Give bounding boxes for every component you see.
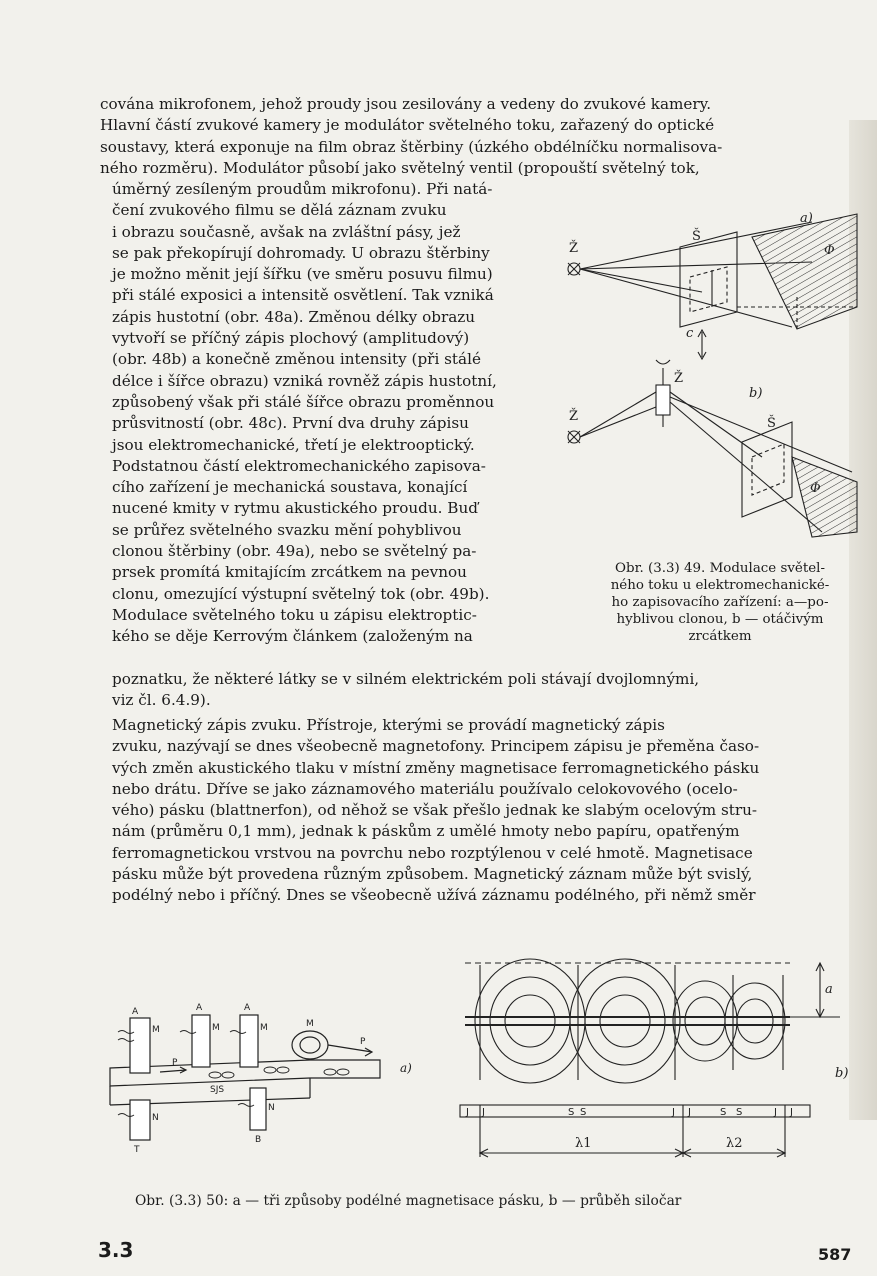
kerr-line: poznatku, že některé látky se v silném elektrickém poli stávají dvojlomnými, xyxy=(112,670,700,688)
figure-49-caption-line: zrcátkem xyxy=(688,629,752,644)
magnetic-line: vých změn akustického tlaku v místní změny magnetisace ferromagnetického pásku xyxy=(112,758,760,777)
magnetic-line: pásku může být provedena různým způsobem. Magnetický záznam může být svislý, xyxy=(112,865,753,884)
page-number: 587 xyxy=(818,1245,852,1264)
intro-line: ného rozměru). Modulátor působí jako světelný ventil (propouští světelný tok, xyxy=(100,158,700,177)
figure-49 xyxy=(562,192,867,552)
column-line: se pak překopírují dohromady. U obrazu štěrbiny xyxy=(112,243,490,262)
fig49-label-slit-b: Š xyxy=(767,416,776,431)
fig50-label-J6: J xyxy=(790,1107,793,1118)
column-line: cího zařízení je mechanická soustava, konající xyxy=(112,478,468,497)
fig50-label-T: T xyxy=(134,1145,140,1155)
column-line: je možno měnit její šířku (ve směru posuvu filmu) xyxy=(112,265,493,284)
slit-plate-a xyxy=(680,232,737,327)
left-column-text xyxy=(112,179,560,648)
magnetic-line: vého) pásku (blattnerfon), od něhož se však přešlo jednak ke slabým ocelovým stru- xyxy=(112,801,758,820)
fig50-label-M3: M xyxy=(260,1023,268,1033)
fig50-label-S4: S xyxy=(736,1107,743,1118)
column-line: clonou štěrbiny (obr. 49a), nebo se světelný pa- xyxy=(112,542,477,561)
column-line: vytvoří se příčný zápis plochový (amplitudový) xyxy=(112,329,470,348)
head-2 xyxy=(192,1015,210,1067)
tape-cross-section xyxy=(460,1105,810,1117)
fig50-label-J3: J xyxy=(672,1107,675,1118)
column-line: se průřez světelného svazku mění pohyblivou xyxy=(112,520,462,539)
figure-49-caption-line: Obr. (3.3) 49. Modulace světel- xyxy=(615,561,825,576)
column-line: čení zvukového filmu se dělá záznam zvuku xyxy=(112,201,447,220)
fig50-label-alpha: a xyxy=(825,982,833,997)
fig49-label-a: a) xyxy=(800,211,813,226)
fig50-label-J4: J xyxy=(688,1107,691,1118)
fig50-label-N2: N xyxy=(268,1103,275,1113)
magnetic-line: nám (průměru 0,1 mm), jednak k páskům z umělé hmoty nebo papíru, opatřeným xyxy=(112,822,740,841)
fig50-label-S1: S xyxy=(568,1107,575,1118)
light-beam-b xyxy=(792,457,857,537)
column-line: (obr. 48b) a konečně změnou intensity (při stálé xyxy=(112,350,481,369)
fig49-label-flux-a: Φ xyxy=(824,243,835,258)
column-line: clonu, omezující výstupní světelný tok (obr. 49b). xyxy=(112,584,490,603)
column-line: kého se děje Kerrovým článkem (založeným na xyxy=(112,627,473,646)
fig50-label-lambda2: λ2 xyxy=(726,1136,743,1151)
magnetic-recording-paragraph xyxy=(112,715,858,907)
fig49-label-source-a: Ž xyxy=(569,241,579,256)
column-line: způsobený však při stálé šířce obrazu proměnnou xyxy=(112,392,495,411)
kerr-line: viz čl. 6.4.9). xyxy=(112,691,211,710)
column-line: délce i šířce obrazu) vzniká rovněž zápis hustotní, xyxy=(112,371,497,390)
fig50-label-lambda1: λ1 xyxy=(575,1136,592,1151)
column-line: průsvitností (obr. 48c). První dva druhy zápisu xyxy=(112,414,469,433)
kerr-continuation xyxy=(112,669,858,712)
fig50-label-J1: J xyxy=(466,1107,469,1118)
fig49-label-mirror: Ž xyxy=(674,371,684,386)
magnet-M xyxy=(292,1031,328,1059)
fig50-label-J5: J xyxy=(774,1107,777,1118)
fig50-label-A2: A xyxy=(196,1003,203,1013)
fig50-label-P2: P xyxy=(360,1037,366,1047)
figure-50a xyxy=(110,1003,430,1160)
fig49-label-c: c xyxy=(686,326,694,341)
figure-50-caption: Obr. (3.3) 50: a — tři způsoby podélné magnetisace pásku, b — průběh siločar xyxy=(135,1193,682,1209)
column-line: Podstatnou částí elektromechanického zapisova- xyxy=(112,456,486,475)
column-line: Modulace světelného toku u zápisu elektroptic- xyxy=(112,605,477,624)
figure-50b xyxy=(450,925,865,1180)
fig50-label-b: b) xyxy=(835,1066,849,1081)
figure-49-caption-line: hyblivou clonou, b — otáčivým xyxy=(616,612,824,627)
fig50-label-M4: M xyxy=(306,1019,314,1029)
intro-line: soustavy, která exponuje na film obraz štěrbiny (úzkého obdélníčku normalisova- xyxy=(100,137,723,156)
fig49-label-flux-b: Φ xyxy=(810,481,821,496)
fig50-label-SJS: SJS xyxy=(210,1085,225,1095)
fig50-label-A1: A xyxy=(132,1007,139,1017)
figure-49-caption-line: ho zapisovacího zařízení: a—po- xyxy=(611,595,829,610)
column-line: i obrazu současně, avšak na zvláštní pásy, jež xyxy=(112,222,461,241)
fig50-label-B: B xyxy=(255,1135,262,1145)
fig50-label-S3: S xyxy=(720,1107,727,1118)
fig49-label-b: b) xyxy=(749,386,763,401)
magnetic-line: nebo drátu. Dříve se jako záznamového materiálu používalo celokovového (ocelo- xyxy=(112,779,738,798)
column-line: jsou elektromechanické, třetí je elektrooptický. xyxy=(112,435,475,454)
fig50-label-M2: M xyxy=(212,1023,220,1033)
figure-49-caption-line: ného toku u elektromechanické- xyxy=(610,578,830,593)
rotating-mirror xyxy=(656,385,670,415)
fig50-label-J2: J xyxy=(482,1107,485,1118)
fig49-label-slit-a: Š xyxy=(692,229,701,244)
column-line: nucené kmity v rytmu akustického proudu. Buď xyxy=(112,499,478,518)
fig50-label-S2: S xyxy=(580,1107,587,1118)
fig50-label-a: a) xyxy=(400,1061,412,1075)
intro-line: cována mikrofonem, jehož proudy jsou zesilovány a vedeny do zvukové kamery. xyxy=(100,95,712,113)
magnetic-line: podélný nebo i příčný. Dnes se všeobecně užívá záznamu podélného, při němž směr xyxy=(112,886,756,905)
intro-line: Hlavní částí zvukové kamery je modulátor světelného toku, zařazený do optické xyxy=(100,116,715,135)
column-line: zápis hustotní (obr. 48a). Změnou délky obrazu xyxy=(112,307,476,326)
column-line: prsek promítá kmitajícím zrcátkem na pevnou xyxy=(112,563,467,582)
column-line: úměrný zesíleným proudům mikrofonu). Při natá- xyxy=(112,180,493,198)
magnetic-line: zvuku, nazývají se dnes všeobecně magnetofony. Principem zápisu je přeměna časo- xyxy=(112,737,760,756)
column-line: při stálé exposici a intensitě osvětlení. Tak vzniká xyxy=(112,286,494,305)
section-number: 3.3 xyxy=(98,1238,134,1262)
magnetic-line: Magnetický zápis zvuku. Přístroje, kterými se provádí magnetický zápis xyxy=(112,716,665,734)
head-1 xyxy=(130,1018,150,1073)
fig50-label-N1: N xyxy=(152,1113,159,1123)
magnetic-line: ferromagnetickou vrstvou na povrchu nebo rozptýlenou v celé hmotě. Magnetisace xyxy=(112,843,753,862)
field-lines xyxy=(475,959,785,1083)
figure-49-caption xyxy=(575,560,865,645)
head-3 xyxy=(240,1015,258,1067)
intro-paragraph xyxy=(100,94,860,179)
fig50-label-P1: P xyxy=(172,1058,178,1068)
fig50-label-A3: A xyxy=(244,1003,251,1013)
fig49-label-source-b: Ž xyxy=(569,409,579,424)
fig50-label-M1: M xyxy=(152,1025,160,1035)
